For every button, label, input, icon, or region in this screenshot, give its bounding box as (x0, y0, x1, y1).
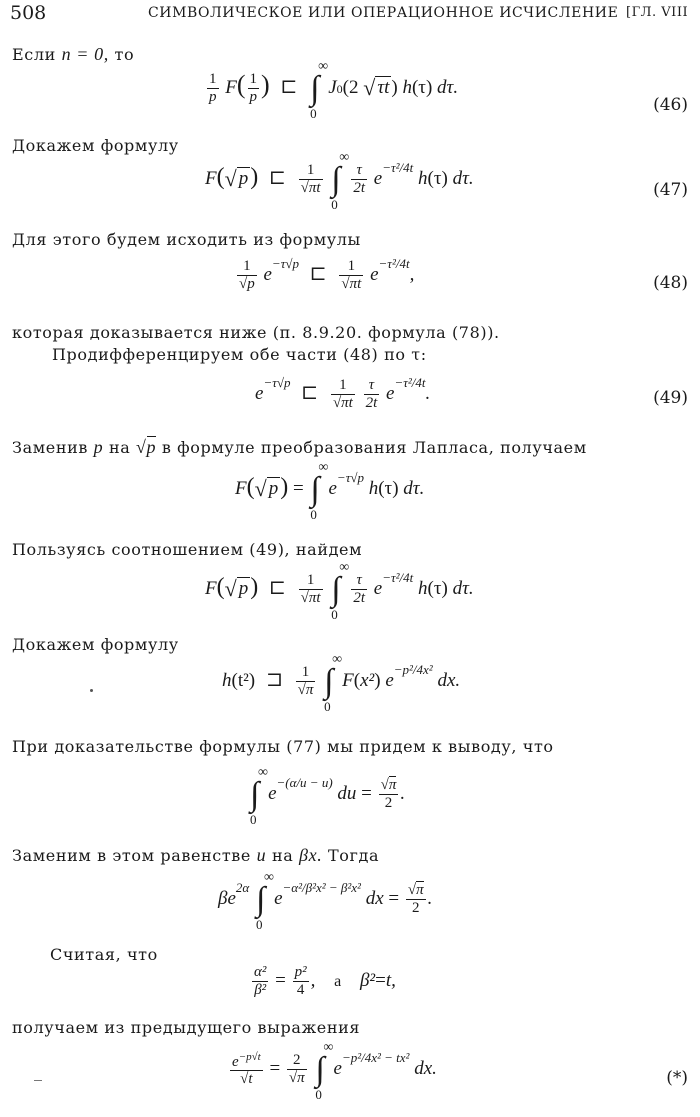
paragraph-proof-of-77: При доказательстве формулы (77) мы придем к выводу, что (12, 737, 554, 756)
paragraph-assuming: Считая, что (50, 945, 158, 964)
print-mark (34, 1080, 42, 1081)
equation-49: $e^{-\tau√p}$ ⊏ $\frac{1}{√\pi t}$ $\frac{\tau}{2t}$ $e^{-\tau^2/4t}$. (255, 375, 431, 411)
equation-assumptions: $\frac{\text{α²}}{\text{β²}}$ = $\frac{\text{p²}}{4}$ , а β²=t, (254, 964, 396, 998)
paragraph-start-from-formula: Для этого будем исходить из формулы (12, 230, 361, 249)
chapter-label: [ГЛ. VIII (626, 5, 689, 20)
equation-number-49: (49) (653, 388, 688, 408)
page-number: 508 (10, 2, 47, 24)
paragraph-prove-formula-2: Докажем формулу (12, 635, 179, 654)
print-speck (90, 689, 93, 692)
equation-number-46: (46) (653, 95, 688, 115)
equation-48: $\frac{1}{√p}$ $e^{-\tau√p}$ ⊏ $\frac{1}{√\pi t}$ $e^{-\tau^2/4t}$, (239, 256, 415, 292)
equation-47: F(√ p) ⊏ $\frac{1}{√\pi t}$ ∫ ∞ 0 $\frac{\tau}{2t}$ $e^{-\tau^2/4t}$ h(τ) dτ. (205, 149, 474, 212)
paragraph-replace-p: Заменив p на √p в формуле преобразования Лапласа, получаем (12, 437, 587, 457)
paragraph-if-n-zero: Если n = 0, то (12, 44, 135, 64)
paragraph-substitute-u: Заменим в этом равенстве u на βx. Тогда (12, 845, 380, 865)
equation-beta-substituted: $\beta e^{2\alpha}$ ∫ ∞ 0 $e^{-\alpha^2/\beta^2x^2 - \beta^2x^2}$ dx = $\frac{√\pi}{2}$ . (218, 869, 433, 932)
equation-number-47: (47) (653, 180, 688, 200)
equation-derived: F(√ p) ⊏ $\frac{1}{√\pi t}$ ∫ ∞ 0 $\frac{\tau}{2t}$ $e^{-\tau^2/4t}$ h(τ) dτ. (205, 559, 474, 622)
running-title: СИМВОЛИЧЕСКОЕ ИЛИ ОПЕРАЦИОННОЕ ИСЧИСЛЕНИЕ (148, 5, 619, 21)
equation-integral-sqrt-pi: ∫ ∞ 0 $e^{-(\alpha/u - u)}$ du = $\frac{√\pi}{2}$ . (250, 764, 406, 827)
equation-h-t-squared: h(t²) ⊐ $\frac{1}{√\pi}$ ∫ ∞ 0 F(x²) $e^{-p^2/4x^2}$ dx. (222, 651, 461, 714)
equation-number-48: (48) (653, 273, 688, 293)
paragraph-from-previous: получаем из предыдущего выражения (12, 1018, 361, 1037)
equation-laplace-sqrt-p: F(√ p) = ∫ ∞ 0 $e^{-\tau√p}$ h(τ) dτ. (235, 459, 425, 522)
paragraph-prove-formula-1: Докажем формулу (12, 136, 179, 155)
paragraph-using-relation: Пользуясь соотношением (49), найдем (12, 540, 363, 559)
equation-number-star: (*) (666, 1068, 688, 1088)
paragraph-proved-below: которая доказывается ниже (п. 8.9.20. формула (78)). (12, 323, 500, 342)
equation-46: $\frac{1}{p}$ F( $\frac{1}{p}$ ) ⊏ ∫ ∞ 0 J0(2 √ τt ) h(τ) dτ. (209, 58, 459, 121)
equation-star: $\frac{e^{-p√t}}{√t}$ = $\frac{2}{√\pi}$ ∫ ∞ 0 $e^{-p^2/4x^2 - tx^2}$ dx. (232, 1039, 437, 1102)
paragraph-differentiate: Продифференцируем обе части (48) по τ: (52, 345, 427, 364)
